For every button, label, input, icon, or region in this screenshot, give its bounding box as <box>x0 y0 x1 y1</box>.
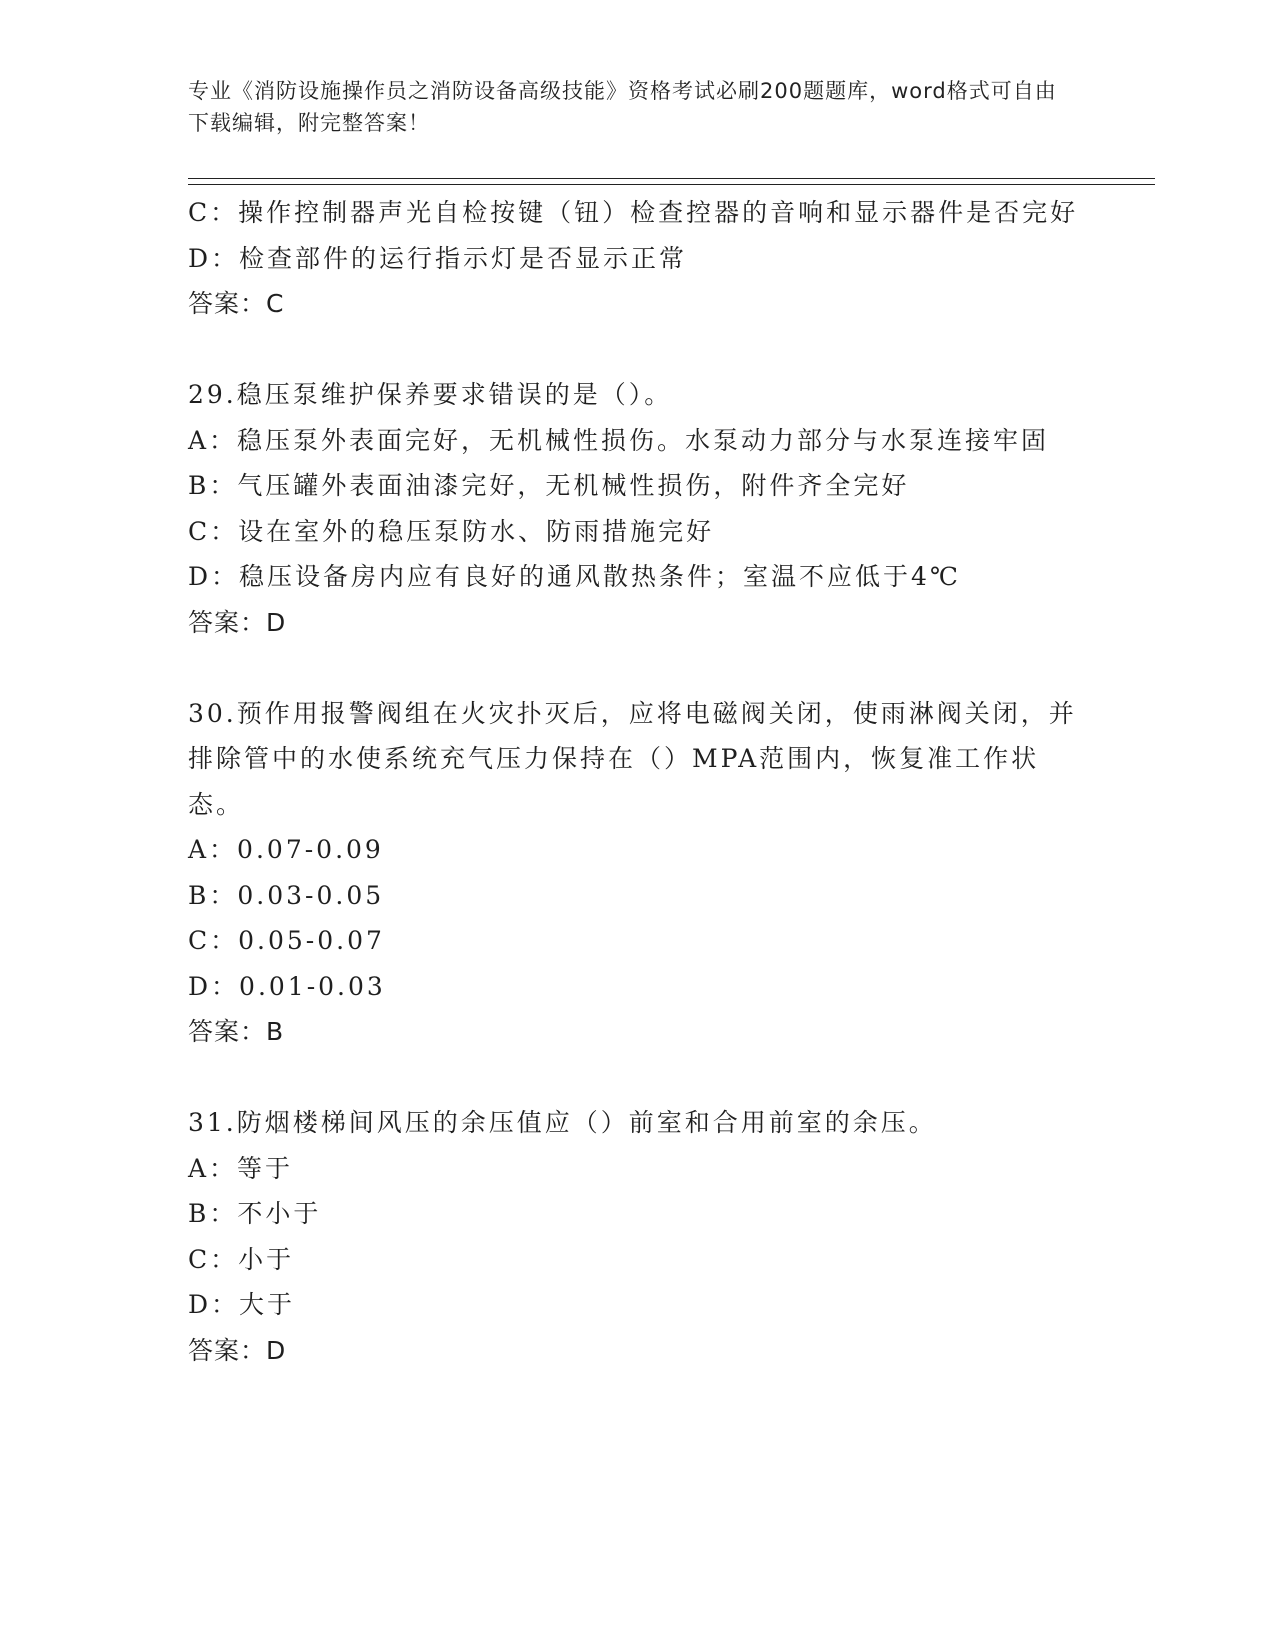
option-a: A：等于 <box>188 1153 294 1183</box>
answer-line: 答案：C <box>188 289 285 318</box>
option-d: D：大于 <box>188 1290 296 1319</box>
option-c: C：设在室外的稳压泵防水、防雨措施完好 <box>188 516 715 546</box>
header-rule-bottom <box>188 184 1155 185</box>
option-b: B：不小于 <box>188 1199 322 1228</box>
question-block-30 <box>188 691 1088 1055</box>
option-c: C：小于 <box>188 1244 295 1274</box>
answer-line: 答案：D <box>188 1335 287 1365</box>
option-b: B：0.03-0.05 <box>188 880 385 910</box>
option-d: D：检查部件的运行指示灯是否显示正常 <box>188 243 688 273</box>
question-block-29 <box>188 372 1088 645</box>
document-header: 专业《消防设施操作员之消防设备高级技能》资格考试必刷200题题库，word格式可自由下载编辑，附完整答案！ <box>188 79 1057 135</box>
header-rule-top <box>188 178 1155 179</box>
option-d: D：0.01-0.03 <box>188 971 386 1001</box>
question-text: 31.防烟楼梯间风压的余压值应（）前室和合用前室的余压。 <box>188 1108 937 1137</box>
answer-line: 答案：B <box>188 1017 285 1046</box>
option-d: D：稳压设备房内应有良好的通风散热条件；室温不应低于4℃ <box>188 562 961 591</box>
option-c: C：0.05-0.07 <box>188 926 385 955</box>
spacer <box>188 327 1088 373</box>
option-c: C：操作控制器声光自检按键（钮）检查控器的音响和显示器件是否完好 <box>188 198 1079 227</box>
spacer <box>188 645 1088 691</box>
option-a: A：稳压泵外表面完好，无机械性损伤。水泵动力部分与水泵连接牢固 <box>188 425 1050 455</box>
answer-line: 答案：D <box>188 607 287 637</box>
spacer <box>188 1055 1088 1101</box>
question-block-28 <box>188 190 1088 327</box>
question-text: 29.稳压泵维护保养要求错误的是（）。 <box>188 380 673 409</box>
question-block-31 <box>188 1100 1088 1373</box>
option-b: B：气压罐外表面油漆完好，无机械性损伤，附件齐全完好 <box>188 471 910 500</box>
document-body <box>188 190 1088 1373</box>
option-a: A：0.07-0.09 <box>188 835 384 864</box>
question-text: 30.预作用报警阀组在火灾扑灭后，应将电磁阀关闭，使雨淋阀关闭，并排除管中的水使系统充气压力保持在（）MPA范围内，恢复准工作状态。 <box>188 698 1077 819</box>
